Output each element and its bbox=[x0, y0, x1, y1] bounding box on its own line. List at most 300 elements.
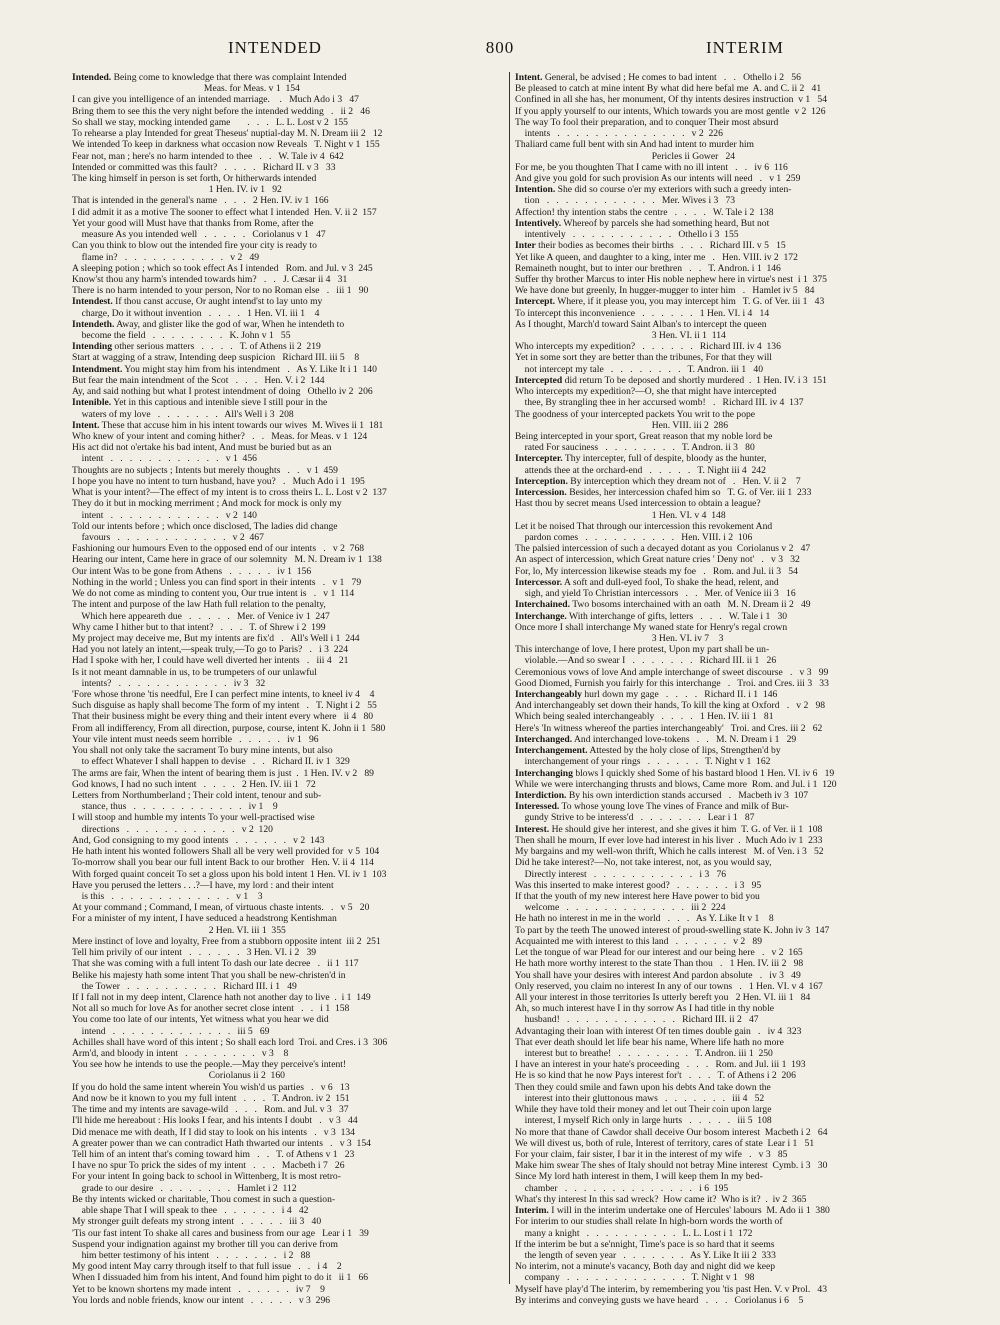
entry-text: He hath intent his wonted followers Shall all be very well provided for v 5 104 bbox=[72, 846, 380, 858]
entry-text: No more that thane of Cawdor shall deceive Our bosom interest Macbeth i 2 64 bbox=[515, 1126, 828, 1138]
entry-text: I hope you have no intent to turn husband, have you? . Much Ado i 1 195 bbox=[72, 475, 365, 487]
entry-text: Know'st thou any harm's intended towards him? . . J. Cæsar ii 4 31 bbox=[72, 273, 348, 285]
entry-text: No interim, not a minute's vacancy, Both day and night did we keep bbox=[515, 1261, 776, 1273]
entry-text: Hen. VIII. iii 2 286 bbox=[515, 419, 729, 431]
entry-line-headword bbox=[515, 745, 955, 756]
entry-line bbox=[72, 1183, 510, 1194]
entry-line-headword bbox=[515, 768, 955, 779]
entry-line-headword bbox=[515, 453, 955, 464]
entry-line bbox=[72, 790, 510, 801]
entry-text: interest into their gluttonous maws . . . . . . . iii 4 52 bbox=[515, 1092, 765, 1104]
entry-line bbox=[515, 1216, 955, 1227]
entry-text: chamber . . . . . . . . . . . . . . i 6 195 bbox=[515, 1182, 729, 1194]
entry-line bbox=[72, 442, 510, 453]
entry-line bbox=[72, 1149, 510, 1160]
entry-text: Two bosoms interchained with an oath M. N. Dream ii 2 49 bbox=[570, 599, 811, 611]
entry-text: Since My lord hath interest in them, I will keep them In my bed- bbox=[515, 1171, 763, 1183]
entry-text: Our intent Was to be gone from Athens . . . . . iv 1 156 bbox=[72, 565, 312, 577]
entry-text: I have no spur To prick the sides of my intent . . . Macbeth i 7 26 bbox=[72, 1160, 345, 1172]
entry-text: We have done but greenly, In hugger-mugger to inter him . Hamlet iv 5 84 bbox=[515, 285, 815, 297]
entry-text: He should give her interest, and she gives it him T. G. of Ver. ii 1 108 bbox=[549, 823, 823, 835]
entry-text: Intended or committed was this fault? . . . . Richard II. v 3 33 bbox=[72, 161, 336, 173]
entry-line bbox=[72, 768, 510, 779]
entry-text: Not all so much for love As for another secret close intent . . i 1 158 bbox=[72, 1003, 350, 1015]
entry-text: him better testimony of his intent . . . . . . . i 2 88 bbox=[72, 1249, 311, 1261]
entry-text: Directly interest . . . . . . . . . . . i 3 76 bbox=[515, 868, 727, 880]
entry-line bbox=[515, 756, 955, 767]
entry-line bbox=[72, 1160, 510, 1171]
entry-text: Advantaging their loan with interest Of ten times double gain . iv 4 323 bbox=[515, 1025, 802, 1037]
entry-text: You shall not only take the sacrament To bury mine intents, but also bbox=[72, 745, 333, 757]
entry-line bbox=[515, 465, 955, 476]
entry-text: Pericles ii Gower 24 bbox=[515, 150, 736, 162]
entry-text: And now be it known to you my full intent . . . T. Andron. iv 2 151 bbox=[72, 1092, 350, 1104]
entry-text: The king himself in person is set forth, Or hitherwards intended bbox=[72, 172, 317, 184]
entry-line bbox=[515, 812, 955, 823]
entry-line bbox=[72, 599, 510, 610]
entry-text: The intent and purpose of the law Hath full relation to the penalty, bbox=[72, 599, 326, 611]
entry-line bbox=[515, 1171, 955, 1182]
entry-text: When I dissuaded him from his intent, And found him pight to do it ii 1 66 bbox=[72, 1272, 369, 1284]
entry-line bbox=[515, 644, 955, 655]
entry-line bbox=[72, 487, 510, 498]
entry-text: Is it not meant damnable in us, to be trumpeters of our unlawful bbox=[72, 666, 317, 678]
entry-line bbox=[72, 476, 510, 487]
entry-text: Make him swear The shes of Italy should not betray Mine interest Cymb. i 3 30 bbox=[515, 1160, 828, 1172]
entry-line bbox=[515, 207, 955, 218]
entry-line bbox=[515, 364, 955, 375]
entry-text: Letters from Northumberland ; Their cold intent, tenour and sub- bbox=[72, 790, 322, 801]
entry-line bbox=[515, 94, 955, 105]
entry-line bbox=[515, 992, 955, 1003]
entry-text: God knows, I had no such intent . . . . 2 Hen. IV. iii 1 72 bbox=[72, 778, 316, 790]
entry-text: To whose young love The vines of France and milk of Bur- bbox=[559, 801, 789, 813]
entry-line-headword bbox=[515, 487, 955, 498]
entry-text: Who intercepts my expedition? . . . . . . Richard III. iv 4 136 bbox=[515, 341, 781, 353]
entry-text: did return To be deposed and shortly murdered . 1 Hen. IV. i 3 151 bbox=[562, 374, 827, 386]
entry-text: If you do hold the same intent wherein You wish'd us parties . v 6 13 bbox=[72, 1081, 350, 1093]
entry-line bbox=[515, 947, 955, 958]
entry-line bbox=[72, 1003, 510, 1014]
headword: Interchanging bbox=[515, 767, 573, 779]
entry-text: Let it be noised That through our intercession this revokement And bbox=[515, 520, 773, 532]
entry-text: Myself have play'd The interim, by remembering you 'tis past Hen. V. v Prol. 43 bbox=[515, 1283, 828, 1295]
entry-text: hurl down my gage . . . . Richard II. i 1 146 bbox=[581, 689, 778, 701]
entry-line bbox=[72, 1014, 510, 1025]
entry-text: We intended To keep in darkness what occasion now Reveals T. Night v 1 155 bbox=[72, 139, 380, 151]
entry-line bbox=[72, 554, 510, 565]
entry-line bbox=[72, 812, 510, 823]
entry-line bbox=[515, 846, 955, 857]
headword: Intercepter. bbox=[515, 453, 563, 465]
entry-line bbox=[515, 667, 955, 678]
entry-line bbox=[515, 1183, 955, 1194]
entry-text: My good intent May carry through itself to that full issue . . i 4 2 bbox=[72, 1261, 342, 1273]
entry-line bbox=[72, 173, 510, 184]
entry-text: sigh, and yield To Christian intercessors . . Mer. of Venice iii 3 16 bbox=[515, 588, 796, 600]
entry-text: Then they could smile and fawn upon his debts And take down the bbox=[515, 1081, 771, 1093]
headword: Intercession. bbox=[515, 487, 567, 499]
entry-text: Thy intercepter, full of despite, bloody as the hunter, bbox=[562, 453, 767, 465]
entry-line bbox=[515, 1239, 955, 1250]
entry-text: I can give you intelligence of an intended marriage. . Much Ado i 3 47 bbox=[72, 94, 359, 106]
right-column bbox=[515, 72, 955, 1312]
headword: Intent. bbox=[515, 72, 543, 83]
entry-text: By his own interdiction stands accursed . Macbeth iv 3 107 bbox=[566, 790, 809, 801]
entry-line bbox=[72, 510, 510, 521]
entry-text: For a minister of my intent, I have seduced a headstrong Kentishman bbox=[72, 913, 337, 925]
entry-text: Let the tongue of war Plead for our interest and our being here . v 2 165 bbox=[515, 947, 803, 959]
entry-line bbox=[72, 117, 510, 128]
entry-line bbox=[515, 891, 955, 902]
entry-text: company . . . . . . . . . . . . . T. Night v 1 98 bbox=[515, 1272, 755, 1284]
entry-text: Arm'd, and bloody in intent . . . . . . . . v 3 8 bbox=[72, 1048, 289, 1060]
entry-line bbox=[515, 588, 955, 599]
entry-text: Ah, so much interest have I in thy sorrow As I had title in thy noble bbox=[515, 1003, 774, 1015]
entry-line bbox=[72, 218, 510, 229]
entry-text: welcome . . . . . . . . . . . . . iii 2 224 bbox=[515, 902, 726, 914]
entry-line bbox=[515, 655, 955, 666]
headword: Intendeth. bbox=[72, 318, 115, 330]
entry-text: Yet like A queen, and daughter to a king, inter me . Hen. VIII. iv 2 172 bbox=[515, 251, 798, 263]
entry-text: interchangement of your rings . . . . . . T. Night v 1 162 bbox=[515, 756, 771, 768]
headword: Intendment. bbox=[72, 363, 123, 375]
entry-line bbox=[515, 308, 955, 319]
entry-line bbox=[72, 723, 510, 734]
entry-line-headword bbox=[515, 296, 955, 307]
entry-text: Only reserved, you claim no interest In any of our towns . 1 Hen. VI. v 4 167 bbox=[515, 980, 823, 992]
entry-text: By interims and conveying gusts we have heard . . . Coriolanus i 6 5 bbox=[515, 1294, 804, 1306]
entry-line bbox=[515, 352, 955, 363]
entry-text: And interchangeably set down their hands, To kill the king at Oxford . v 2 98 bbox=[515, 700, 826, 712]
entry-text: To part by the teeth The unowed interest of proud-swelling state K. John iv 3 147 bbox=[515, 924, 830, 936]
entry-text: That is intended in the general's name . . . 2 Hen. IV. iv 1 166 bbox=[72, 195, 329, 207]
entry-text: become the field . . . . . . . . K. John v 1 55 bbox=[72, 330, 291, 342]
entry-line-headword bbox=[515, 577, 955, 588]
entry-line bbox=[72, 1216, 510, 1227]
entry-line-headword bbox=[515, 72, 955, 83]
entry-text: attends thee at the orchard-end . . . . . T. Night iii 4 242 bbox=[515, 464, 766, 476]
entry-text: Hast thou by secret means Used intercession to obtain a league? bbox=[515, 498, 761, 510]
headword: Intercessor. bbox=[515, 576, 563, 588]
entry-line bbox=[72, 667, 510, 678]
entry-text: flame in? . . . . . . . . . . . v 2 49 bbox=[72, 251, 260, 263]
entry-text: charge, Do it without invention . . . . 1 Hen. VI. iii 1 4 bbox=[72, 307, 320, 319]
entry-text: An aspect of intercession, which Great nature cries ' Deny not' . v 3 32 bbox=[515, 554, 800, 566]
entry-line bbox=[72, 857, 510, 868]
entry-line bbox=[72, 711, 510, 722]
entry-text: That ever death should let life bear his name, Where life hath no more bbox=[515, 1036, 784, 1048]
entry-line bbox=[72, 958, 510, 969]
entry-line bbox=[515, 902, 955, 913]
entry-text: Here's 'In witness whereof the parties interchangeably' Troi. and Cres. iii 2 62 bbox=[515, 722, 823, 734]
entry-text: The time and my intents are savage-wild . . . Rom. and Jul. v 3 37 bbox=[72, 1104, 349, 1116]
entry-line bbox=[72, 1138, 510, 1149]
entry-text: intent . . . . . . . . . . . . v 2 140 bbox=[72, 509, 257, 521]
entry-line bbox=[72, 263, 510, 274]
entry-line bbox=[72, 913, 510, 924]
headword: Interessed. bbox=[515, 801, 560, 813]
entry-line bbox=[72, 689, 510, 700]
entry-line bbox=[72, 521, 510, 532]
entry-text: Why came I hither but to that intent? . . . T. of Shrew i 2 199 bbox=[72, 621, 326, 633]
entry-text: Tell him of an intent that's coming toward him . . T. of Athens v 1 23 bbox=[72, 1149, 355, 1160]
entry-line bbox=[515, 1127, 955, 1138]
headword: Intent. bbox=[72, 419, 100, 431]
entry-text: We will divest us, both of rule, Interest of territory, cares of state Lear i 1 51 bbox=[515, 1137, 815, 1149]
entry-text: Which being sealed interchangeably . . . . 1 Hen. IV. iii 1 81 bbox=[515, 711, 774, 723]
entry-text: interest, I myself Rich only in large hurts . . . . . iii 5 108 bbox=[515, 1115, 772, 1127]
entry-line bbox=[72, 970, 510, 981]
entry-line bbox=[515, 510, 955, 521]
entry-text: Which here appeareth due . . . . . Mer. of Venice iv 1 247 bbox=[72, 610, 330, 622]
entry-line bbox=[515, 409, 955, 420]
entry-text: That their business might be every thing and their intent every where ii 4 80 bbox=[72, 711, 374, 723]
entry-line bbox=[515, 397, 955, 408]
entry-line bbox=[72, 498, 510, 509]
entry-line bbox=[515, 128, 955, 139]
entry-line bbox=[72, 1239, 510, 1250]
entry-text: If that the youth of my new interest here Have power to bid you bbox=[515, 890, 760, 902]
entry-line bbox=[72, 869, 510, 880]
entry-line bbox=[72, 1284, 510, 1295]
entry-line bbox=[515, 958, 955, 969]
entry-text: With interchange of gifts, letters . . . W. Tale i 1 30 bbox=[566, 610, 788, 622]
entry-text: I did admit it as a motive The sooner to effect what I intended Hen. V. ii 2 157 bbox=[72, 206, 377, 218]
headword: Intenible. bbox=[72, 397, 112, 409]
entry-text: The goodness of your intercepted packets You writ to the pope bbox=[515, 408, 756, 420]
entry-text: Then shall he mourn, If ever love had interest in his liver . Much Ado iv 1 233 bbox=[515, 834, 823, 846]
entry-line bbox=[72, 106, 510, 117]
entry-line bbox=[72, 1048, 510, 1059]
running-head-left: INTENDED bbox=[228, 38, 322, 57]
entry-line-headword bbox=[515, 184, 955, 195]
entry-line bbox=[72, 835, 510, 846]
running-head-right: INTERIM bbox=[706, 38, 784, 57]
entry-text: Fashioning our humours Even to the opposed end of our intents . v 2 768 bbox=[72, 543, 365, 555]
entry-text: If thou canst accuse, Or aught intend'st to lay unto my bbox=[112, 296, 323, 308]
entry-line bbox=[72, 94, 510, 105]
entry-line bbox=[515, 1138, 955, 1149]
entry-line bbox=[72, 128, 510, 139]
entry-text: their bodies as becomes their births . . . Richard III. v 5 15 bbox=[535, 240, 786, 252]
entry-text: My stronger guilt defeats my strong intent . . . . . iii 3 40 bbox=[72, 1216, 322, 1228]
entry-text: There is no harm intended to your person, Nor to no Roman else . iii 1 90 bbox=[72, 285, 369, 297]
entry-line bbox=[72, 352, 510, 363]
entry-text: So shall we stay, mocking intended game . . . L. L. Lost v 2 155 bbox=[72, 116, 348, 128]
entry-text: Besides, her intercession chafed him so T. G. of Ver. iii 1 233 bbox=[566, 487, 812, 499]
entry-text: The way To fool their preparation, and to conquer Their most absurd bbox=[515, 116, 779, 128]
entry-text: These that accuse him in his intent towards our wives M. Wives ii 1 181 bbox=[99, 419, 384, 431]
entry-line bbox=[72, 925, 510, 936]
entry-line bbox=[72, 151, 510, 162]
entry-line bbox=[72, 644, 510, 655]
entry-line-headword bbox=[515, 611, 955, 622]
entry-text: able shape That I will speak to thee . . . . . . i 4 42 bbox=[72, 1205, 309, 1217]
entry-line bbox=[515, 386, 955, 397]
entry-text: Good Diomed, Furnish you fairly for this interchange . Troi. and Cres. iii 3 33 bbox=[515, 677, 829, 689]
entry-line bbox=[72, 139, 510, 150]
entry-line bbox=[515, 779, 955, 790]
entry-line bbox=[515, 678, 955, 689]
entry-text: favours . . . . . . . . . . . . v 2 467 bbox=[72, 531, 264, 543]
entry-text: You see how he intends to use the people.—May they perceive's intent! bbox=[72, 1059, 347, 1071]
entry-text: All your interest in those territories Is utterly bereft you 2 Hen. VI. iii 1 84 bbox=[515, 991, 811, 1003]
entry-text: Hearing our intent, Came here in grace of our solemnity M. N. Dream iv 1 138 bbox=[72, 554, 382, 566]
entry-text: Tell him privily of our intent . . . . . . 3 Hen. VI. i 2 39 bbox=[72, 947, 317, 959]
entry-line bbox=[515, 869, 955, 880]
entry-text: intentively . . . . . . . . . . . Othello i 3 155 bbox=[515, 229, 739, 241]
entry-line bbox=[72, 611, 510, 622]
headword: Inter bbox=[515, 240, 536, 252]
entry-line-headword bbox=[515, 801, 955, 812]
entry-text: Thoughts are no subjects ; Intents but merely thoughts . . v 1 459 bbox=[72, 464, 338, 476]
entry-text: Where, if it please you, you may intercept him T. G. of Ver. iii 1 43 bbox=[555, 296, 825, 308]
entry-line bbox=[515, 274, 955, 285]
entry-line bbox=[515, 835, 955, 846]
entry-text: the Tower . . . . . . . . . . Richard III. i 1 49 bbox=[72, 980, 297, 992]
entry-line bbox=[515, 139, 955, 150]
entry-line bbox=[515, 633, 955, 644]
entry-text: General, be advised ; He comes to bad intent . . Othello i 2 56 bbox=[542, 72, 801, 83]
headword: Interchange. bbox=[515, 610, 567, 622]
entry-line bbox=[515, 162, 955, 173]
entry-line-headword bbox=[72, 420, 510, 431]
entry-text: intents . . . . . . . . . . . . . . v 2 226 bbox=[515, 128, 723, 140]
entry-line bbox=[515, 1284, 955, 1295]
entry-line bbox=[515, 1160, 955, 1171]
entry-line bbox=[515, 341, 955, 352]
entry-line bbox=[515, 1037, 955, 1048]
entry-line bbox=[515, 498, 955, 509]
entry-text: That she was coming with a full intent To dash our late decree . ii 1 117 bbox=[72, 958, 359, 970]
entry-line bbox=[515, 1082, 955, 1093]
entry-text: Mere instinct of love and loyalty, Free from a stubborn opposite intent iii 2 251 bbox=[72, 935, 381, 947]
entry-line bbox=[72, 308, 510, 319]
entry-text: Thaliard came full bent with sin And had intent to murder him bbox=[515, 139, 754, 151]
entry-text: many a knight . . . . . . . . . . L. L. Lost i 1 172 bbox=[515, 1227, 753, 1239]
entry-text: For me, be you thoughten That I came with no ill intent . . iv 6 116 bbox=[515, 161, 788, 173]
entry-text: Fear not, man ; here's no harm intended to thee . . W. Tale iv 4 642 bbox=[72, 150, 344, 162]
entry-text: At your command ; Command, I mean, of virtuous chaste intents. . v 5 20 bbox=[72, 902, 370, 914]
entry-text: You come too late of our intents, Yet witness what you hear we did bbox=[72, 1014, 329, 1026]
entry-text: Be thy intents wicked or charitable, Thou comest in such a question- bbox=[72, 1193, 336, 1205]
entry-text: By interception which they dream not of . Hen. V. ii 2 7 bbox=[567, 475, 801, 487]
entry-line bbox=[72, 947, 510, 958]
entry-text: stance, thus . . . . . . . . . . . . iv 1 9 bbox=[72, 801, 278, 813]
entry-line-headword bbox=[515, 599, 955, 610]
entry-text: Told our intents before ; which once disclosed, The ladies did change bbox=[72, 520, 338, 532]
entry-line bbox=[515, 1093, 955, 1104]
entry-line bbox=[72, 386, 510, 397]
entry-text: What's thy interest In this sad wreck? How came it? Who is it? . iv 2 365 bbox=[515, 1193, 807, 1205]
entry-line bbox=[72, 678, 510, 689]
entry-line-headword bbox=[72, 397, 510, 408]
entry-text: Once more I shall interchange My waned state for Henry's regal crown bbox=[515, 621, 788, 633]
entry-line bbox=[72, 633, 510, 644]
page-number: 800 bbox=[485, 38, 515, 57]
entry-text: 'Tis our fast intent To shake all cares and business from our age Lear i 1 39 bbox=[72, 1227, 369, 1239]
entry-text: But fear the main intendment of the Scot . . . Hen. V. i 2 144 bbox=[72, 374, 325, 386]
entry-text: For your claim, fair sister, I bar it in the interest of my wife . v 3 85 bbox=[515, 1149, 788, 1160]
entry-text: Did he take interest?—No, not take interest, not, as you would say, bbox=[515, 857, 772, 869]
entry-line-headword bbox=[515, 476, 955, 487]
entry-text: 1 Hen. VI. v 4 148 bbox=[515, 509, 726, 521]
entry-line-headword bbox=[72, 72, 510, 83]
entry-line bbox=[72, 824, 510, 835]
entry-text: Have you perused the letters . . .?—I have, my lord : and their intent bbox=[72, 879, 334, 891]
entry-line-headword bbox=[72, 341, 510, 352]
entry-line bbox=[515, 442, 955, 453]
entry-text: Ceremonious vows of love And ample interchange of sweet discourse . v 3 99 bbox=[515, 666, 829, 678]
entry-line bbox=[72, 431, 510, 442]
entry-text: Belike his majesty hath some intent That you shall be new-christen'd in bbox=[72, 969, 346, 981]
entry-line bbox=[515, 330, 955, 341]
entry-line bbox=[515, 543, 955, 554]
entry-line bbox=[72, 846, 510, 857]
entry-line bbox=[72, 229, 510, 240]
entry-text: If you apply yourself to our intents, Which towards you are most gentle v 2 126 bbox=[515, 105, 826, 117]
headword: Interception. bbox=[515, 475, 568, 487]
entry-text: Who knew of your intent and coming hither? . . Meas. for Meas. v 1 124 bbox=[72, 431, 368, 442]
entry-line bbox=[72, 207, 510, 218]
entry-line bbox=[72, 1026, 510, 1037]
entry-text: Yet to be known shortens my made intent . . . . . . iv 7 9 bbox=[72, 1283, 325, 1295]
headword: Intercepted bbox=[515, 374, 563, 386]
entry-text: other serious matters . . . . T. of Athens ii 2 219 bbox=[112, 341, 321, 353]
entry-line bbox=[72, 1115, 510, 1126]
entry-line-headword bbox=[515, 1205, 955, 1216]
entry-line bbox=[515, 1261, 955, 1272]
headword: Interest. bbox=[515, 823, 550, 835]
entry-text: If the interim be but a se'nnight, Time's pace is so hard that it seems bbox=[515, 1238, 775, 1250]
entry-text: gundy Strive to be interess'd . . . . . . . Lear i 1 87 bbox=[515, 812, 755, 824]
entry-line bbox=[72, 1171, 510, 1182]
entry-line-headword bbox=[515, 240, 955, 251]
entry-text: For interim to our studies shall relate In high-born words the worth of bbox=[515, 1216, 783, 1228]
entry-text: A sleeping potion ; which so took effect As I intended Rom. and Jul. v 3 245 bbox=[72, 262, 373, 274]
entry-line bbox=[515, 83, 955, 94]
entry-line bbox=[515, 151, 955, 162]
headword: Interchangement. bbox=[515, 745, 588, 757]
entry-text: directions . . . . . . . . . . . . v 2 120 bbox=[72, 823, 273, 835]
entry-text: Remaineth nought, but to inter our brethren . . T. Andron. i 1 146 bbox=[515, 262, 781, 274]
entry-line bbox=[515, 319, 955, 330]
entry-line bbox=[72, 162, 510, 173]
column-divider bbox=[509, 72, 510, 1284]
entry-line bbox=[72, 880, 510, 891]
entry-line bbox=[515, 711, 955, 722]
entry-line bbox=[72, 543, 510, 554]
entry-text: While they have told their money and let out Their coin upon large bbox=[515, 1104, 772, 1116]
entry-line bbox=[72, 779, 510, 790]
entry-text: My project may deceive me, But my intents are fix'd . All's Well i 1 244 bbox=[72, 632, 360, 644]
headword: Intentively. bbox=[515, 217, 562, 229]
entry-line bbox=[72, 1070, 510, 1081]
entry-text: 3 Hen. VI. iv 7 3 bbox=[515, 632, 724, 644]
entry-text: Confined in all she has, her monument, Of thy intents desires instruction v 1 54 bbox=[515, 94, 828, 106]
entry-text: I will stoop and humble my intents To your well-practised wise bbox=[72, 812, 315, 824]
entry-text: Did menace me with death, If I did stay to look on his intents . v 3 134 bbox=[72, 1126, 355, 1138]
entry-line-headword bbox=[515, 689, 955, 700]
entry-text: husband! . . . . . . . . . . . . Richard III. ii 2 47 bbox=[515, 1014, 759, 1026]
entry-text: Acquainted me with interest to this land . . . . . . v 2 89 bbox=[515, 935, 763, 947]
entry-line bbox=[515, 532, 955, 543]
entry-line bbox=[515, 1003, 955, 1014]
entry-line bbox=[72, 240, 510, 251]
entry-text: measure As you intended well . . . . . Coriolanus v 1 47 bbox=[72, 229, 326, 241]
entry-text: He hath more worthy interest to the state Than thou . 1 Hen. IV. iii 2 98 bbox=[515, 958, 804, 970]
